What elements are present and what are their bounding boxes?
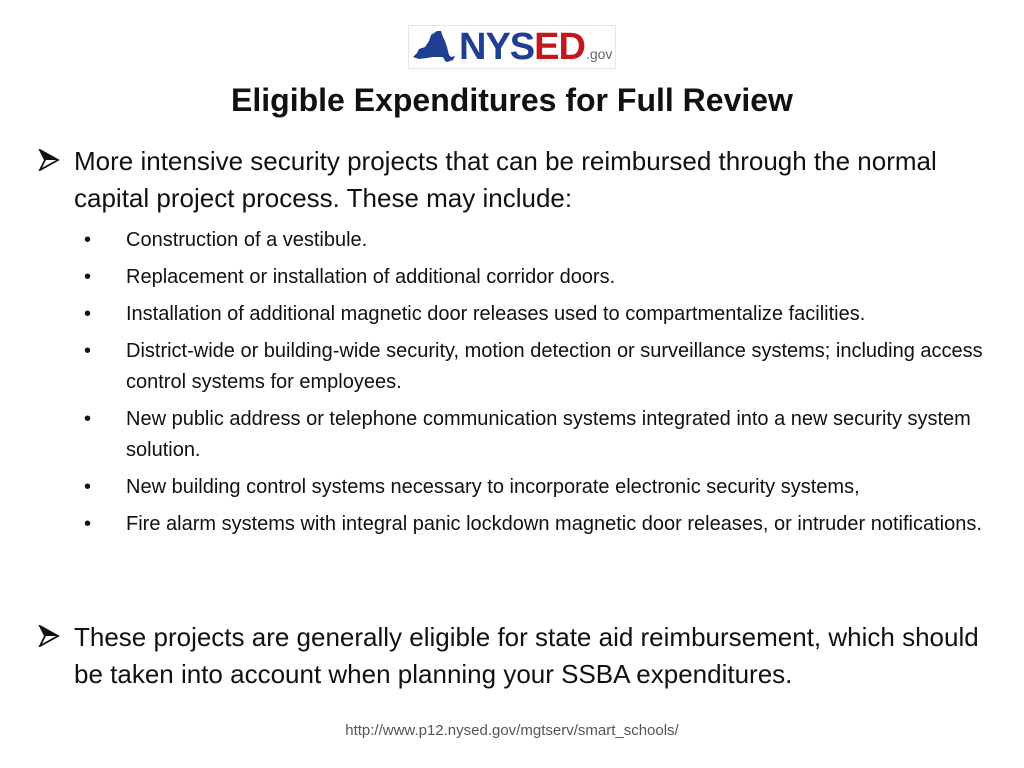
list-item-text: Replacement or installation of additional corridor doors. <box>126 266 616 288</box>
logo-text-gov: .gov <box>585 46 613 62</box>
list-item-text: District-wide or building-wide security, motion detection or surveillance systems; including access control systems for employees. <box>126 340 983 393</box>
main-point-text: These projects are generally eligible for state aid reimbursement, which should be taken into account when planning your SSBA expenditures. <box>74 622 979 689</box>
bullet-dot-icon: • <box>84 266 92 288</box>
logo-text-nys: NYS <box>459 26 535 68</box>
bullet-list <box>84 225 1004 546</box>
list-item <box>84 299 1004 330</box>
list-item <box>84 404 1004 466</box>
list-item-text: New building control systems necessary to incorporate electronic security systems, <box>126 476 860 498</box>
new-york-state-icon <box>409 27 457 67</box>
bullet-dot-icon: • <box>84 340 92 362</box>
list-item <box>84 509 1004 540</box>
list-item-text: Construction of a vestibule. <box>126 229 368 251</box>
main-point-1 <box>38 143 998 217</box>
bullet-dot-icon: • <box>84 513 92 535</box>
list-item-text: Installation of additional magnetic door releases used to compartmentalize facilities. <box>126 303 866 325</box>
bullet-dot-icon: • <box>84 476 92 498</box>
bullet-dot-icon: • <box>84 408 92 430</box>
list-item <box>84 225 1004 256</box>
arrow-bullet-icon <box>38 149 60 171</box>
list-item <box>84 262 1004 293</box>
logo-wordmark <box>459 28 612 66</box>
main-point-text: More intensive security projects that can be reimbursed through the normal capital project process. These may include: <box>74 146 937 213</box>
list-item-text: Fire alarm systems with integral panic lockdown magnetic door releases, or intruder notifications. <box>126 513 982 535</box>
list-item <box>84 472 1004 503</box>
bullet-dot-icon: • <box>84 229 92 251</box>
page-title: Eligible Expenditures for Full Review <box>231 82 793 118</box>
nysed-logo <box>408 25 616 69</box>
footer-url-link[interactable]: http://www.p12.nysed.gov/mgtserv/smart_schools/ <box>345 722 679 739</box>
arrow-bullet-icon <box>38 625 60 647</box>
list-item-text: New public address or telephone communication systems integrated into a new security system solution. <box>126 408 971 461</box>
main-point-2 <box>38 619 998 693</box>
list-item <box>84 336 1004 398</box>
logo-text-ed: ED <box>534 26 585 68</box>
bullet-dot-icon: • <box>84 303 92 325</box>
